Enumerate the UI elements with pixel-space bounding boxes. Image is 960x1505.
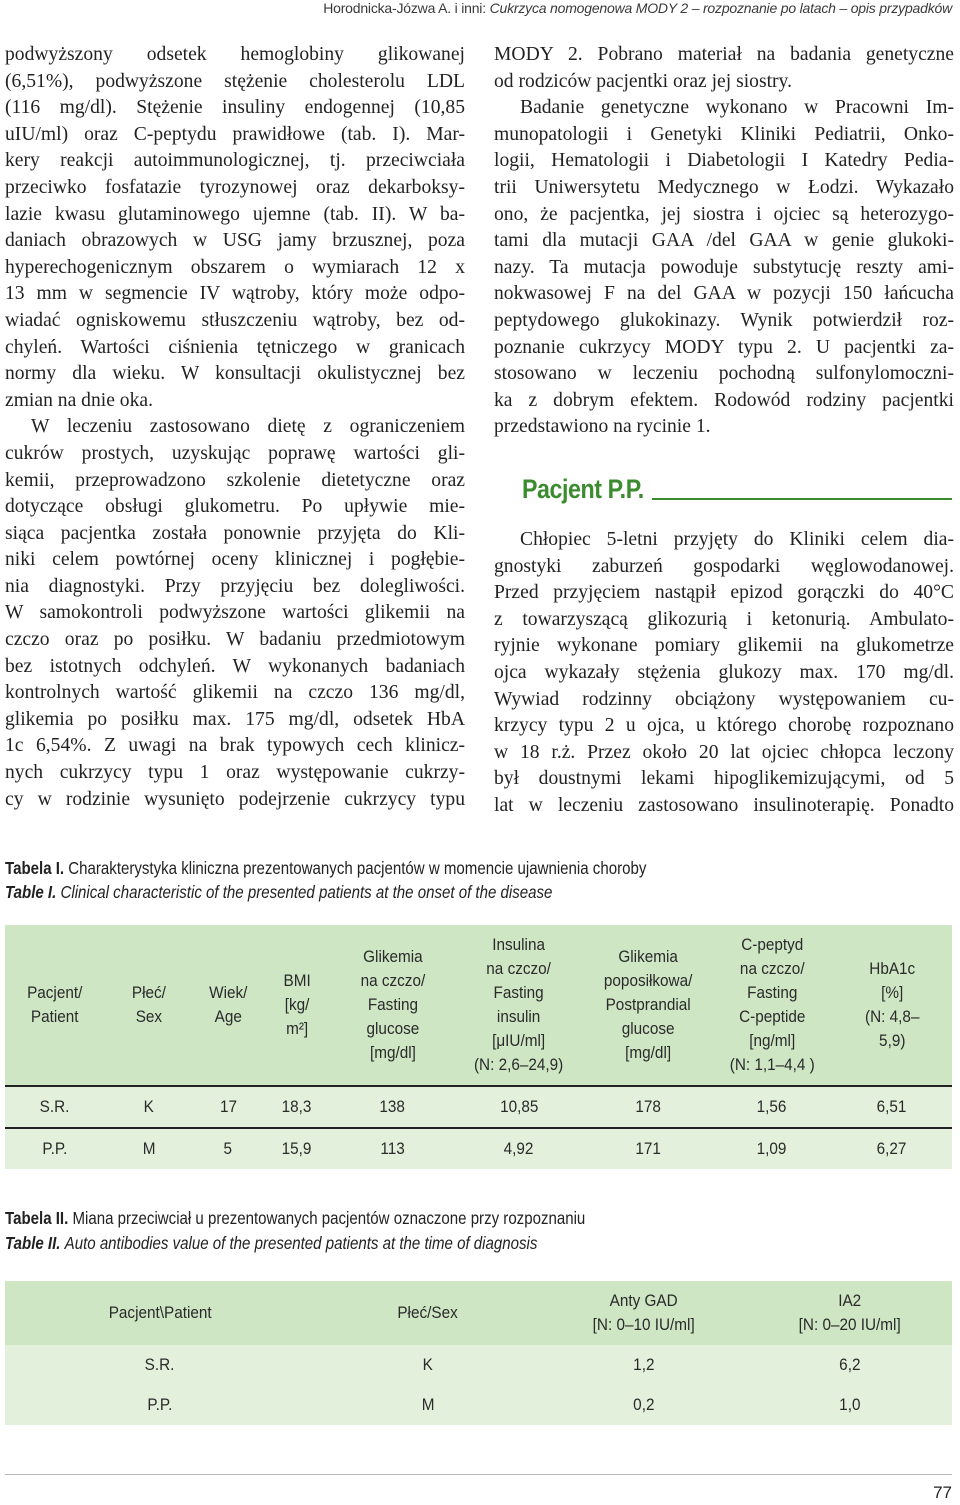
- table-cell: [454, 1086, 584, 1128]
- table-cell: [832, 1128, 952, 1169]
- table-row: [5, 1086, 952, 1128]
- header-line: BMI: [283, 971, 311, 990]
- table-cell: [454, 1128, 584, 1169]
- header-line: Patient: [31, 1007, 79, 1026]
- cell-value: P.P.: [42, 1139, 68, 1158]
- cell-value: 4,92: [504, 1139, 534, 1158]
- header-line: [μIU/ml]: [492, 1031, 546, 1050]
- cell-value: 1,2: [633, 1355, 655, 1374]
- column-header: [331, 925, 454, 1086]
- table-cell: [263, 1086, 331, 1128]
- header-authors: Horodnicka-Józwa A. i inni:: [323, 0, 486, 16]
- cell-value: 178: [635, 1097, 661, 1116]
- text-line: gnostyki zaburzeń gospodarki węglowodanowej.: [494, 555, 954, 577]
- right-column-text-bottom: [494, 527, 954, 820]
- header-line: Age: [214, 1007, 242, 1026]
- text-line: od rodziców pacjentki oraz jej siostry.: [494, 70, 792, 92]
- text-line: lat w leczeniu zastosowano insulinoterapię. Ponadto: [494, 794, 954, 816]
- text-line: Badanie genetyczne wykonano w Pracowni Im-: [520, 97, 954, 119]
- column-header: [712, 925, 832, 1086]
- text-line: logii, Hematologii i Diabetologii I Katedry Pedia-: [494, 150, 954, 172]
- text-line: chyleń. Wartości ciśnienia tętniczego w granicach: [5, 336, 465, 358]
- caption-label: Tabela I.: [5, 858, 65, 878]
- table-row: [5, 1385, 952, 1425]
- header-line: IA2: [838, 1291, 861, 1310]
- text-line: cy w rodzinie wysunięto podejrzenie cukrzycy typu: [5, 788, 465, 810]
- table-cell: [712, 1086, 832, 1128]
- table-cell: [5, 1345, 315, 1385]
- header-line: C-peptide: [738, 1007, 806, 1026]
- header-line: [kg/: [284, 995, 310, 1014]
- table2-caption-pl: [5, 1208, 585, 1229]
- column-header: [193, 925, 263, 1086]
- header-line: Postprandial: [605, 995, 691, 1014]
- table-autoantibodies: [5, 1281, 952, 1425]
- header-line: [N: 0–10 IU/ml]: [592, 1315, 696, 1334]
- table-cell: [712, 1128, 832, 1169]
- text-line: daniach obrazowych w USG jamy brzusznej, poza: [5, 230, 465, 252]
- table-cell: [832, 1086, 952, 1128]
- table-cell: [541, 1385, 747, 1425]
- table-cell: [331, 1128, 454, 1169]
- text-line: glikemia po posiłku max. 175 mg/dl, odsetek HbA: [5, 708, 465, 730]
- cell-value: 138: [379, 1097, 406, 1116]
- table-cell: [105, 1128, 193, 1169]
- column-header: [454, 925, 584, 1086]
- header-line: na czczo/: [360, 971, 425, 990]
- table-cell: [584, 1128, 712, 1169]
- cell-value: 1,0: [838, 1395, 861, 1414]
- table-row: [5, 1128, 952, 1169]
- header-line: poposiłkowa/: [603, 971, 693, 990]
- text-line: krzycy typu 2 u ojca, u którego chorobę rozpoznano: [494, 715, 954, 737]
- table-cell: [315, 1385, 541, 1425]
- cell-value: S.R.: [40, 1097, 70, 1116]
- text-line: ryjnie wykonane pomiary glikemii na glukometrze: [494, 635, 954, 657]
- text-line: nazy. Ta mutacja powoduje substytucję reszty ami-: [494, 256, 954, 278]
- column-header: [747, 1281, 952, 1345]
- text-line: 13 mm w segmencie IV wątroby, który może odpo-: [5, 283, 465, 305]
- header-line: Glikemia: [362, 947, 423, 966]
- column-header: [315, 1281, 541, 1345]
- text-line: trii Uniwersytetu Medycznego w Łodzi. Wykazało: [494, 176, 954, 198]
- header-line: [%]: [880, 983, 904, 1002]
- text-line: (116 mg/dl). Stężenie insuliny endogennej (10,85: [5, 97, 465, 119]
- header-line: m²]: [285, 1019, 309, 1038]
- table-cell: [5, 1385, 315, 1425]
- table-cell: [541, 1345, 747, 1385]
- header-line: Insulina: [492, 935, 546, 954]
- text-line: hyperechogenicznym obszarem o wymiarach 12 x: [5, 256, 465, 278]
- table-cell: [331, 1086, 454, 1128]
- table1-caption-en: [5, 882, 552, 903]
- cell-value: 1,09: [757, 1139, 787, 1158]
- cell-value: K: [422, 1355, 434, 1374]
- table-row: [5, 1345, 952, 1385]
- text-line: lazie kwasu glutaminowego ujemne (tab. II). W ba-: [5, 203, 465, 225]
- table-cell: [584, 1086, 712, 1128]
- cell-value: 1,56: [757, 1097, 787, 1116]
- header-line: Płeć/Sex: [397, 1303, 459, 1322]
- text-line: dotyczące obsługi glukometru. Po upływie mie-: [5, 496, 465, 518]
- header-line: [N: 0–20 IU/ml]: [798, 1315, 901, 1334]
- cell-value: 0,2: [633, 1395, 655, 1414]
- caption-label: Table I.: [5, 882, 57, 902]
- text-line: był doustnymi lekami hipoglikemizującymi, od 5: [494, 768, 954, 790]
- page-number: 77: [933, 1483, 952, 1502]
- text-line: tami dla mutacji GAA /del GAA w genie glukoki-: [494, 230, 954, 252]
- column-header: [263, 925, 331, 1086]
- header-line: Pacjent\Patient: [108, 1303, 212, 1322]
- heading-rule: [652, 498, 952, 500]
- text-line: uIU/ml) oraz C-peptydu prawidłowe (tab. I). Mar-: [5, 123, 465, 145]
- cell-value: 18,3: [282, 1097, 312, 1116]
- column-header: [541, 1281, 747, 1345]
- header-line: na czczo/: [486, 959, 552, 978]
- header-line: Fasting: [367, 995, 418, 1014]
- right-column-text-top: [494, 42, 954, 441]
- column-header: [832, 925, 952, 1086]
- header-line: [mg/dl]: [625, 1043, 671, 1062]
- text-line: siąca pacjentka została ponownie przyjęta do Kli-: [5, 522, 465, 544]
- header-line: [mg/dl]: [369, 1043, 416, 1062]
- caption-text: Charakterystyka kliniczna prezentowanych pacjentów w momencie ujawnienia choroby: [68, 858, 647, 878]
- header-line: Glikemia: [618, 947, 678, 966]
- header-line: Fasting: [746, 983, 798, 1002]
- cell-value: 6,27: [877, 1139, 907, 1158]
- text-line: Przed przyjęciem nastąpił epizod gorączki do 40°C: [494, 582, 954, 604]
- text-line: cukrów prostych, uzyskując poprawę wartości gli-: [5, 442, 465, 464]
- text-line: z towarzyszącą glikozurią i ketonurią. Ambulato-: [494, 608, 954, 630]
- text-line: 1c 6,54%. Z uwagi na brak typowych cech klinicz-: [5, 735, 465, 757]
- table-cell: [315, 1345, 541, 1385]
- header-line: insulin: [497, 1007, 541, 1026]
- header-line: glucose: [621, 1019, 675, 1038]
- header-line: 5,9): [878, 1031, 906, 1050]
- header-line: [ng/ml]: [749, 1031, 795, 1050]
- cell-value: 6,51: [877, 1097, 907, 1116]
- column-header: [584, 925, 712, 1086]
- text-line: W samokontroli podwyższone wartości glikemii na: [5, 602, 465, 624]
- caption-text: Auto antibodies value of the presented patients at the time of diagnosis: [64, 1233, 538, 1253]
- text-line: podwyższony odsetek hemoglobiny glikowanej: [5, 44, 465, 65]
- cell-value: 15,9: [282, 1139, 312, 1158]
- table-cell: [263, 1128, 331, 1169]
- column-header: [105, 925, 193, 1086]
- table-clinical-characteristics: [5, 925, 952, 1169]
- table-cell: [5, 1086, 105, 1128]
- cell-value: M: [421, 1395, 435, 1414]
- text-line: ojca wykazały stężenia glukozy max. 170 mg/dl.: [494, 661, 954, 683]
- header-title: Cukrzyca nomogenowa MODY 2 – rozpoznanie po latach – opis przypadków: [489, 0, 952, 16]
- text-line: przedstawiono na rycinie 1.: [494, 416, 711, 438]
- table-cell: [193, 1128, 263, 1169]
- text-line: kemii, przeprowadzono szkolenie dietetyczne oraz: [5, 469, 465, 491]
- header-line: Fasting: [493, 983, 545, 1002]
- cell-value: 5: [223, 1139, 233, 1158]
- text-line: munopatologii i Genetyki Kliniki Pediatrii, Onko-: [494, 123, 954, 145]
- text-line: (6,51%), podwyższone stężenie cholesterolu LDL: [5, 70, 465, 92]
- text-line: kontrolnych wartość glikemii na czczo 136 mg/dl,: [5, 682, 465, 704]
- table-cell: [5, 1128, 105, 1169]
- column-header: [5, 925, 105, 1086]
- text-line: MODY 2. Pobrano materiał na badania genetyczne: [494, 44, 954, 65]
- text-line: ono, że pacjentka, jej siostra i ojciec są heterozygo-: [494, 203, 954, 225]
- text-line: nokwasowej F na del GAA w pozycji 150 łańcucha: [494, 283, 954, 305]
- text-line: peptydowego glukokinazy. Wynik potwierdził roz-: [494, 309, 954, 331]
- text-line: stosowano w leczeniu pochodną sulfonylomoczni-: [494, 363, 954, 385]
- header-line: (N: 2,6–24,9): [474, 1055, 564, 1074]
- text-line: bez istotnych odchyleń. W wykonanych badaniach: [5, 655, 465, 677]
- cell-value: 6,2: [838, 1355, 861, 1374]
- text-line: kery reakcji autoimmunologicznej, tj. przeciwciała: [5, 150, 465, 172]
- header-line: Pacjent/: [27, 983, 83, 1002]
- cell-value: S.R.: [145, 1355, 175, 1374]
- caption-text: Miana przeciwciał u prezentowanych pacjentów oznaczone przy rozpoznaniu: [72, 1208, 586, 1228]
- header-line: Sex: [135, 1007, 163, 1026]
- text-line: w 18 r.ż. Przez około 20 lat ojciec chłopca leczony: [494, 741, 954, 763]
- table-cell: [747, 1345, 952, 1385]
- table-cell: [193, 1086, 263, 1128]
- text-line: nych cukrzycy typu 1 oraz występowanie cukrzy-: [5, 762, 465, 784]
- caption-label: Table II.: [5, 1233, 61, 1253]
- cell-value: K: [143, 1097, 155, 1116]
- header-line: C-peptyd: [740, 935, 804, 954]
- text-line: Wywiad rodzinny obciążony występowaniem cu-: [494, 688, 954, 710]
- column-header: [5, 1281, 315, 1345]
- cell-value: 17: [219, 1097, 237, 1116]
- text-line: nia diagnostyki. Przy przyjęciu bez dolegliwości.: [5, 575, 465, 597]
- text-line: zmian na dnie oka.: [5, 389, 153, 411]
- header-line: HbA1c: [869, 959, 915, 978]
- header-line: na czczo/: [739, 959, 805, 978]
- cell-value: 171: [635, 1139, 661, 1158]
- patient-heading: Pacjent P.P.: [522, 474, 644, 504]
- text-line: ka z dobrym efektem. Rodowód rodziny pacjentki: [494, 389, 954, 411]
- header-line: Wiek/: [208, 983, 248, 1002]
- header-line: Anty GAD: [609, 1291, 679, 1310]
- cell-value: 10,85: [499, 1097, 539, 1116]
- table1-caption-pl: [5, 858, 646, 879]
- caption-label: Tabela II.: [5, 1208, 69, 1228]
- table-cell: [105, 1086, 193, 1128]
- cell-value: M: [142, 1139, 156, 1158]
- table2-caption-en: [5, 1233, 537, 1254]
- text-line: wiadać ogniskowemu stłuszczeniu wątroby, bez od-: [5, 309, 465, 331]
- cell-value: P.P.: [147, 1395, 173, 1414]
- cell-value: 113: [380, 1139, 405, 1158]
- header-line: Płeć/: [131, 983, 167, 1002]
- running-header: [323, 0, 952, 16]
- left-column-text: [5, 42, 465, 813]
- footer-rule: [5, 1474, 952, 1475]
- header-line: glucose: [366, 1019, 419, 1038]
- caption-text: Clinical characteristic of the presented patients at the onset of the disease: [60, 882, 553, 902]
- text-line: W leczeniu zastosowano dietę z ograniczeniem: [31, 416, 465, 438]
- table-cell: [747, 1385, 952, 1425]
- header-line: (N: 1,1–4,4 ): [729, 1055, 815, 1074]
- text-line: niki celem powtórnej oceny klinicznej i pogłębie-: [5, 549, 465, 571]
- text-line: poznanie cukrzycy MODY typu 2. U pacjentki za-: [494, 336, 954, 358]
- header-line: (N: 4,8–: [864, 1007, 920, 1026]
- text-line: normy dla wieku. W konsultacji okulistycznej bez: [5, 363, 465, 385]
- text-line: Chłopiec 5-letni przyjęty do Kliniki celem dia-: [520, 529, 954, 550]
- text-line: czczo oraz po posiłku. W badaniu przedmiotowym: [5, 629, 465, 651]
- text-line: przeciwko fosfatazie tyrozynowej oraz dekarboksy-: [5, 176, 465, 198]
